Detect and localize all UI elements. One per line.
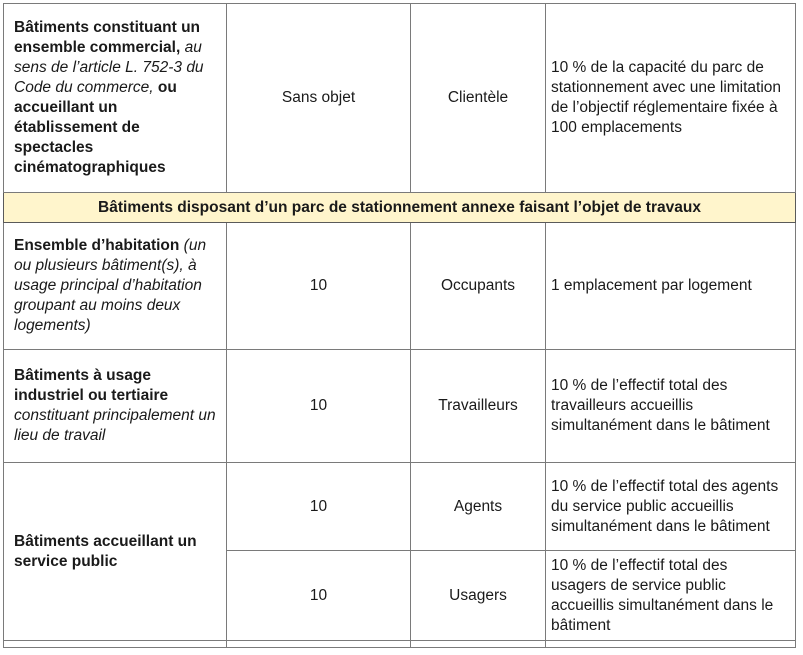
category-bold: Bâtiments constituant un ensemble commercial,: [14, 19, 201, 56]
empty-cell: [546, 641, 796, 648]
threshold-cell: Sans objet: [227, 4, 411, 193]
table-row: [4, 350, 796, 463]
category-bold: ou accueillant un établissement de spectacles cinématographiques: [14, 79, 177, 176]
users-cell: Occupants: [411, 223, 546, 350]
parking-requirements-table: [3, 3, 796, 648]
objective-cell: 10 % de l’effectif total des travailleurs accueillis simultanément dans le bâtiment: [546, 350, 796, 463]
category-italic: (un ou plusieurs bâtiment(s), à usage principal d’habitation groupant au moins deux logements): [14, 237, 207, 334]
section-header-row: [4, 193, 796, 223]
threshold-cell: 10: [227, 223, 411, 350]
table-row: [4, 463, 796, 551]
threshold-cell: 10: [227, 463, 411, 551]
users-cell: Usagers: [411, 551, 546, 641]
category-bold: Ensemble d’habitation: [14, 237, 180, 254]
empty-cell: [4, 641, 227, 648]
category-italic: au sens de l’article L. 752-3 du Code du commerce,: [14, 39, 204, 96]
empty-cell: [411, 641, 546, 648]
table-row: [4, 223, 796, 350]
objective-cell: 1 emplacement par logement: [546, 223, 796, 350]
users-cell: Clientèle: [411, 4, 546, 193]
section-header: Bâtiments disposant d’un parc de stationnement annexe faisant l’objet de travaux: [4, 193, 796, 223]
users-cell: Travailleurs: [411, 350, 546, 463]
objective-cell: 10 % de l’effectif total des agents du service public accueillis simultanément dans le bâtiment: [546, 463, 796, 551]
category-cell: Bâtiments accueillant un service public: [4, 463, 227, 641]
category-cell: [4, 223, 227, 350]
empty-cell: [227, 641, 411, 648]
users-cell: Agents: [411, 463, 546, 551]
category-italic: constituant principalement un lieu de travail: [14, 407, 216, 444]
objective-cell: 10 % de la capacité du parc de stationnement avec une limitation de l’objectif réglementaire fixée à 100 emplacements: [546, 4, 796, 193]
category-cell: [4, 4, 227, 193]
table-row-partial: [4, 641, 796, 648]
table-row: [4, 4, 796, 193]
category-bold: Bâtiments à usage industriel ou tertiaire: [14, 367, 169, 404]
threshold-cell: 10: [227, 350, 411, 463]
threshold-cell: 10: [227, 551, 411, 641]
category-cell: [4, 350, 227, 463]
objective-cell: 10 % de l’effectif total des usagers de service public accueillis simultanément dans le bâtiment: [546, 551, 796, 641]
